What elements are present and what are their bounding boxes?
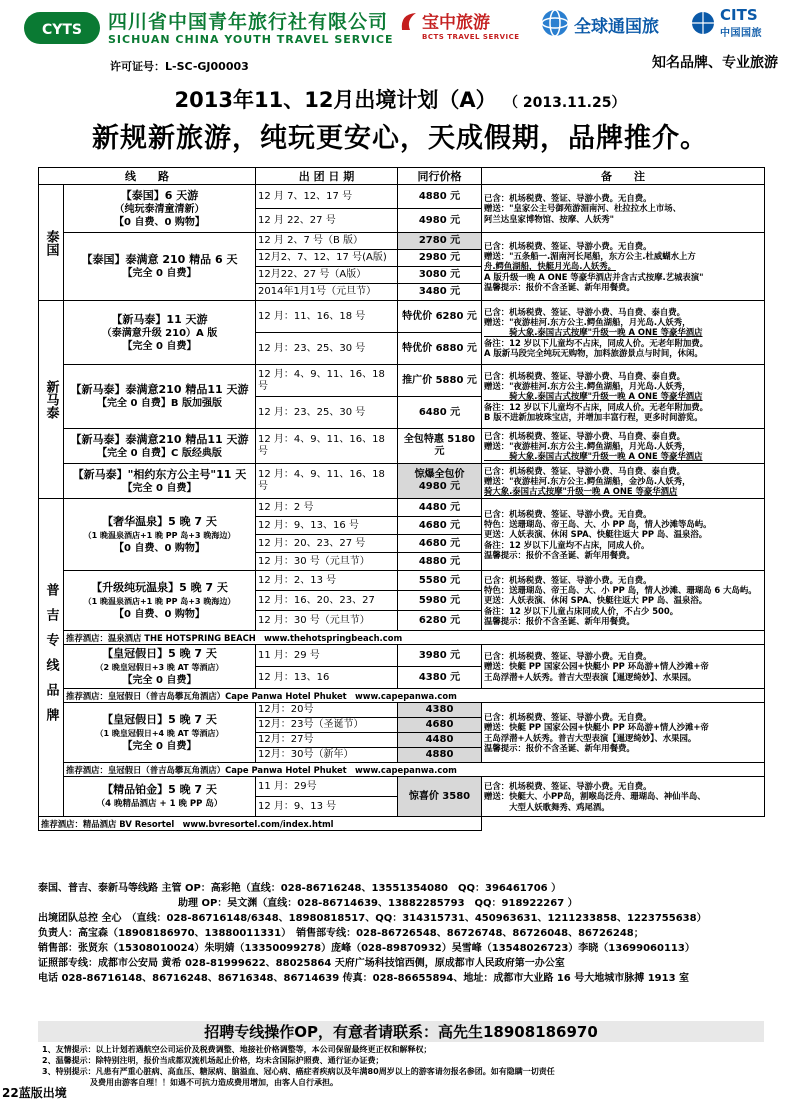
cyts-logo <box>24 10 100 46</box>
date-cell: 12月：23号（圣诞节） <box>256 718 398 733</box>
hotel-row <box>39 817 765 831</box>
date-cell: 12 月 2、7 号（B 版） <box>256 233 398 250</box>
date-cell: 12 月：9、13、16 号 <box>256 517 398 535</box>
date-cell: 12 月：16、20、23、27 <box>256 591 398 611</box>
route-cell: 【奢华温泉】5 晚 7 天 （1 晚温泉酒店+1 晚 PP 岛+3 晚海边） 【0 自费、0 购物】 <box>64 499 256 571</box>
route-cell: 【皇冠假日】5 晚 7 天 （2 晚皇冠假日+3 晚 AT 等酒店） 【完全 0 自费】 <box>64 645 256 689</box>
col-header-price: 同行价格 <box>398 168 482 185</box>
price-cell: 6480 元 <box>398 397 482 429</box>
hotel-row <box>39 689 765 703</box>
date-cell: 12 月：23、25、30 号 <box>256 397 398 429</box>
price-cell: 4480 元 <box>398 499 482 517</box>
region-xinmatai: 新马泰 <box>39 301 64 499</box>
brand-bcts: 宝中旅游 BCTS TRAVEL SERVICE <box>422 13 520 41</box>
route-cell: 【新马泰】泰满意210 精品11 天游 【完全 0 自费】C 版经典版 <box>64 429 256 464</box>
table-header-row <box>39 168 765 185</box>
notes-cell: 已含：机场税费、签证、导游小费。无自费。 赠送：快艇大、小PP岛，割喉岛泛舟、珊瑚岛、神仙半岛、 大型人妖歌舞秀、鸡尾酒。 <box>482 777 765 817</box>
price-cell: 4880 <box>398 748 482 763</box>
price-cell: 3980 元 <box>398 645 482 667</box>
price-cell: 3480 元 <box>398 284 482 301</box>
contact-line: 出境团队总控 全心 （直线：028-86716148/6348、18980818517、QQ：314315731、450963631、1211233858、1223755638） <box>38 913 707 924</box>
notes-cell: 已含：机场税费、签证、导游小费。无自费。 特色：送珊瑚岛、帝王岛、大、小 PP 岛，情人沙滩、珊瑚岛 6 大岛屿。 更送：人妖表演、休闲 SPA、快艇往返大 PP 岛、温泉浴。 备注：12 岁以下儿童占床同成人价，不占少 500。 温馨提示：报价不含圣诞、新年用餐费。 <box>482 571 765 631</box>
date-cell: 12月：27号 <box>256 733 398 748</box>
recommended-hotel: 推荐酒店：皇冠假日（普吉岛攀瓦角酒店）Cape Panwa Hotel Phuket www.capepanwa.com <box>64 689 765 703</box>
tip-line: 1、友情提示：以上计划若遇航空公司运价及税费调整、地接社价格调整等，本公司保留最终更正权和解释权； <box>42 1045 432 1054</box>
price-cell: 4680 <box>398 718 482 733</box>
recruitment-hotline: 招聘专线操作OP，有意者请联系：高先生18908186970 <box>38 1021 764 1042</box>
slogan: 知名品牌、专业旅游 <box>652 55 778 71</box>
date-cell: 12 月：4、9、11、16、18 号 <box>256 429 398 464</box>
license-number: 许可证号：L-SC-GJ00003 <box>110 60 249 73</box>
date-cell: 12 月：30 号（元旦节） <box>256 553 398 571</box>
route-cell: 【新马泰】泰满意210 精品11 天游 【完全 0 自费】B 版加强版 <box>64 365 256 429</box>
price-cell: 4380 元 <box>398 667 482 689</box>
contact-line: 助理 OP：吴文渊（直线：028-86714639、13882285793 QQ：918922267 ） <box>38 898 578 909</box>
date-cell: 12 月：11、16、18 号 <box>256 301 398 333</box>
price-cell: 4980 元 <box>398 209 482 233</box>
date-cell: 12 月 7、12、17 号 <box>256 185 398 209</box>
notes-cell: 已含：机场税费、签证、导游小费。无自费。 特色：送珊瑚岛、帝王岛、大、小 PP 岛，情人沙滩等岛屿。 更送：人妖表演、休闲 SPA、快艇往返大 PP 岛、温泉浴。 备注：12 岁以下儿童均不占床，同成人价。 温馨提示：报价不含圣诞、新年用餐费。 <box>482 499 765 571</box>
notes-cell: 已含：机场税费、签证、导游小费、马自费、泰自费。 赠送："夜游桂河.东方公主.鳄鱼湖船，月光岛.人妖秀， 骑大象.泰国古式按摩"升级一晚 A ONE 等豪华酒店 备注：12 岁以下儿童均不占床，同成人价。无老年附加费。 A 版新马段完全纯玩无购物，加料旅游景点与时间，休闲。 <box>482 301 765 365</box>
price-cell: 2780 元 <box>398 233 482 250</box>
price-cell: 4480 <box>398 733 482 748</box>
contact-line: 负责人：高宝森（18908186970、13880011331） 销售部专线：028-86726548、86726748、86726048、86726248； <box>38 928 644 939</box>
notes-cell: 已含：机场税费、签证、导游小费。无自费。 赠送：快艇 PP 国家公园+快艇小 PP 环岛游+情人沙滩+帝 王岛浮潜+人妖秀。普吉大型表演【暹逻绮妙】、水果园。 <box>482 645 765 689</box>
price-cell: 特优价 6880 元 <box>398 333 482 365</box>
svg-text:CYTS: CYTS <box>41 22 83 38</box>
tip-line: 3、特别提示：凡患有严重心脏病、高血压、糖尿病、脑溢血、冠心病、癌症者疾病以及年满80周岁以上的游客请勿报名参团。如有隐瞒一切责任 <box>42 1067 555 1076</box>
bcts-logo-icon <box>398 10 420 34</box>
date-cell: 12 月 22、27 号 <box>256 209 398 233</box>
date-cell: 12 月：2 号 <box>256 499 398 517</box>
price-cell: 特优价 6280 元 <box>398 301 482 333</box>
table-row <box>39 645 765 667</box>
route-cell: 【升级纯玩温泉】5 晚 7 天 （1 晚温泉酒店+1 晚 PP 岛+3 晚海边） 【0 自费、0 购物】 <box>64 571 256 631</box>
price-cell: 3080 元 <box>398 267 482 284</box>
header <box>0 0 800 80</box>
price-cell: 4880 元 <box>398 185 482 209</box>
notes-cell: 已含：机场税费、签证、导游小费、马自费、泰自费。 赠送："夜游桂河.东方公主.鳄鱼湖船，月光岛.人妖秀， 骑大象.泰国古式按摩"升级一晚 A ONE 等豪华酒店 <box>482 429 765 464</box>
tips-block <box>42 1044 764 1088</box>
date-cell: 12 月：4、9、11、16、18 号 <box>256 365 398 397</box>
contact-line: 电话 028-86716148、86716248、86716348、86714639 传真：028-86655894、地址：成都市大业路 16 号大地城市脉搏 1913 室 <box>38 973 690 984</box>
brand-global: 全球通国旅 <box>574 17 659 37</box>
date-cell: 12 月：4、9、11、16、18 号 <box>256 464 398 499</box>
table-row <box>39 777 765 797</box>
price-cell: 全包特惠 5180 元 <box>398 429 482 464</box>
company-name-en: SICHUAN CHINA YOUTH TRAVEL SERVICE <box>108 33 394 46</box>
table-row <box>39 464 765 499</box>
date-cell: 11 月：29号 <box>256 777 398 797</box>
date-cell: 12月2、7、12、17 号(A版) <box>256 250 398 267</box>
tip-line: 及费用由游客自理！！如遇不可抗力造成费用增加，由客人自行承担。 <box>42 1078 338 1087</box>
date-cell: 12 月：23、25、30 号 <box>256 333 398 365</box>
region-phuket: 普吉专线品牌 <box>39 499 64 817</box>
price-cell: 推广价 5880 元 <box>398 365 482 397</box>
notes-cell: 已含：机场税费、签证、导游小费、马自费、泰自费。 赠送："夜游桂河.东方公主.鳄鱼湖船，金沙岛.人妖秀， 骑大象.泰国古式按摩"升级一晚 A ONE 等豪华酒店 <box>482 464 765 499</box>
hotel-row <box>39 763 765 777</box>
recommended-hotel: 推荐酒店：精品酒店 BV Resortel www.bvresortel.com/index.html <box>39 817 482 831</box>
itinerary-table <box>38 167 765 831</box>
contact-line: 泰国、普吉、泰新马等线路 主管 OP：高彩艳（直线：028-86716248、13551354080 QQ：396461706 ） <box>38 883 562 894</box>
table-row <box>39 301 765 333</box>
globe-icon <box>540 8 570 38</box>
date-cell: 12月：30号（新年） <box>256 748 398 763</box>
table-row <box>39 429 765 464</box>
plan-title-main: 2013年11、12月出境计划（A） <box>174 88 497 112</box>
price-cell: 2980 元 <box>398 250 482 267</box>
route-cell: 【新马泰】11 天游 （泰满意升级 210）A 版 【完全 0 自费】 <box>64 301 256 365</box>
route-cell: 【皇冠假日】5 晚 7 天 （1 晚皇冠假日+4 晚 AT 等酒店） 【完全 0 自费】 <box>64 703 256 763</box>
date-cell: 11 月：29 号 <box>256 645 398 667</box>
price-cell: 4880 元 <box>398 553 482 571</box>
notes-cell: 已含：机场税费、签证、导游小费。无自费。 赠送："皇家公主号御苑游湄南河、杜拉拉水上市场、 阿兰达皇家博物馆、按摩、人妖秀" <box>482 185 765 233</box>
price-cell: 4380 <box>398 703 482 718</box>
recommended-hotel: 推荐酒店：皇冠假日（普吉岛攀瓦角酒店）Cape Panwa Hotel Phuket www.capepanwa.com <box>64 763 765 777</box>
col-header-notes: 备 注 <box>482 168 765 185</box>
table-row <box>39 233 765 250</box>
cits-globe-icon <box>690 10 716 36</box>
table-row <box>39 703 765 718</box>
table-row <box>39 499 765 517</box>
date-cell: 12月22、27 号（A版） <box>256 267 398 284</box>
contact-block <box>38 881 764 986</box>
date-cell: 12 月：2、13 号 <box>256 571 398 591</box>
price-cell: 4680 元 <box>398 517 482 535</box>
tip-line: 2、温馨提示：除特别注明，报价当成都双流机场起止价格，均未含国际护照费、通行证办证费； <box>42 1056 384 1065</box>
price-cell: 4680 元 <box>398 535 482 553</box>
date-cell: 2014年1月1号（元旦节） <box>256 284 398 301</box>
notes-cell: 已含：机场税费、签证、导游小费。无自费。 赠送："五条船一.湄南河长尾船，东方公主.杜威蝴水上方 舟.鳄鱼湖船，快艇月光岛.人妖秀。 A 版升级一晚 A ONE 等豪华酒店并含古式按摩.艺城表演" 温馨提示：报价不含圣诞、新年用餐费。 <box>482 233 765 301</box>
date-cell: 12 月：9、13 号 <box>256 797 398 817</box>
date-cell: 12月：20号 <box>256 703 398 718</box>
table-row <box>39 185 765 209</box>
price-cell: 惊喜价 3580 <box>398 777 482 817</box>
date-cell: 12 月：13、16 <box>256 667 398 689</box>
route-cell: 【泰国】6 天游 （纯玩泰清童清新） 【0 自费、0 购物】 <box>64 185 256 233</box>
date-cell: 12 月：30 号（元旦节） <box>256 611 398 631</box>
recommended-hotel: 推荐酒店：温泉酒店 THE HOTSPRING BEACH www.thehotspringbeach.com <box>64 631 765 645</box>
plan-subtitle: 新规新旅游，纯玩更安心，天成假期，品牌推介。 <box>92 123 708 154</box>
brand-cits: CITS 中国国旅 <box>720 6 762 39</box>
price-cell: 5980 元 <box>398 591 482 611</box>
hotel-row <box>39 631 765 645</box>
region-thailand: 泰国 <box>39 185 64 301</box>
price-cell: 5580 元 <box>398 571 482 591</box>
contact-line: 销售部：张贤东（15308010024）朱明婧（13350099278）庞峰（028-89870932）吴雪峰（13548026723）李晓（13699060113） <box>38 943 695 954</box>
contact-line: 证照部专线：成都市公安局 黄希 028-81999622、88025864 天府广场科技馆西侧，原成都市人民政府第一办公室 <box>38 958 565 969</box>
price-cell: 惊爆全包价 4980 元 <box>398 464 482 499</box>
route-cell: 【泰国】泰满意 210 精品 6 天 【完全 0 自费】 <box>64 233 256 301</box>
date-cell: 12 月：20、23、27 号 <box>256 535 398 553</box>
route-cell: 【精品铂金】5 晚 7 天 （4 晚精品酒店 + 1 晚 PP 岛） <box>64 777 256 817</box>
table-row <box>39 365 765 397</box>
plan-title-date: （ 2013.11.25） <box>504 95 626 111</box>
price-cell: 6280 元 <box>398 611 482 631</box>
table-row <box>39 571 765 591</box>
notes-cell: 已含：机场税费、签证、导游小费、马自费、泰自费。 赠送："夜游桂河.东方公主.鳄鱼湖船，月光岛.人妖秀， 骑大象.泰国古式按摩"升级一晚 A ONE 等豪华酒店 备注：12 岁以下儿童均不占床，同成人价。无老年附加费。 B 版不进新加坡珠宝店，并增加丰富行程，更多时间游览。 <box>482 365 765 429</box>
col-header-date: 出 团 日 期 <box>256 168 398 185</box>
company-name-cn: 四川省中国青年旅行社有限公司 <box>108 11 389 33</box>
page-footer: 22蓝版出境 <box>2 1086 67 1100</box>
col-header-route: 线 路 <box>39 168 256 185</box>
route-cell: 【新马泰】"相约东方公主号"11 天 【完全 0 自费】 <box>64 464 256 499</box>
notes-cell: 已含：机场税费、签证、导游小费。无自费。 赠送：快艇 PP 国家公园+快艇小 PP 环岛游+情人沙滩+帝 王岛浮潜+人妖秀。普吉大型表演【暹逻绮妙】、水果园。 温馨提示：报价不含圣诞、新年用餐费。 <box>482 703 765 763</box>
plan-title <box>0 84 800 114</box>
